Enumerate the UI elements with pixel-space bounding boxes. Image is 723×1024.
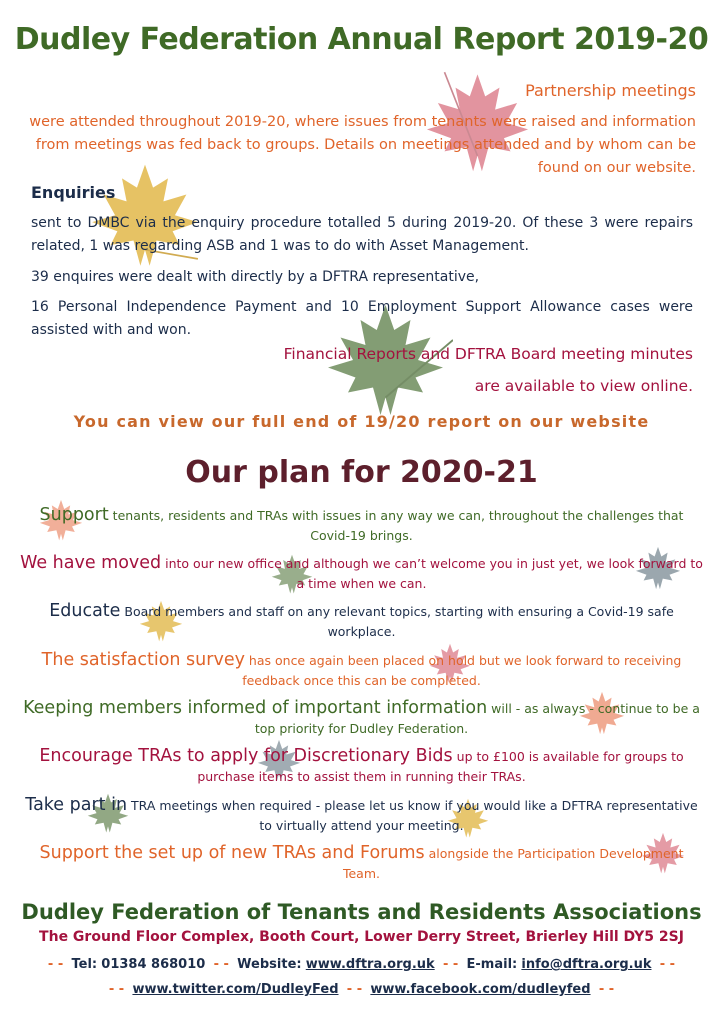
plan-item-text: alongside the Participation Development Team. — [342, 846, 684, 881]
partnership-heading: Partnership meetings — [525, 81, 696, 100]
plan-title: Our plan for 2020-21 — [185, 455, 538, 490]
divider-dashes: - - — [346, 982, 363, 997]
plan-item-heading: Take part in — [25, 795, 128, 815]
footer-org-name: Dudley Federation of Tenants and Residents Associations — [21, 900, 702, 924]
partnership-text — [28, 111, 696, 180]
plan-item — [20, 795, 703, 835]
tel-label: Tel: — [71, 957, 98, 972]
plan-item-text: tenants, residents and TRAs with issues in any way we can, throughout the challenges that Covid-19 brings. — [108, 508, 684, 543]
email-link[interactable]: info@dftra.org.uk — [521, 957, 652, 972]
partnership-line-1: were attended throughout 2019-20, where issues from tenants were raised and information — [29, 114, 696, 130]
plan-item-text: has once again been placed on hold but we look forward to receiving feedback once this can be completed. — [242, 653, 682, 688]
enquiries-para-1: sent to DMBC via the enquiry procedure totalled 5 during 2019-20. Of these 3 were repairs related, 1 was regarding ASB and 1 was to do with Asset Management. — [31, 215, 693, 254]
plan-item — [20, 505, 703, 545]
plan-item-heading: Educate — [49, 601, 121, 621]
plan-item — [20, 843, 703, 883]
partnership-line-3: found on our website. — [537, 160, 696, 176]
plan-item — [20, 746, 703, 786]
plan-item — [20, 553, 703, 593]
plan-item-heading: The satisfaction survey — [41, 650, 245, 670]
email-label: E-mail: — [466, 957, 518, 972]
website-link[interactable]: www.dftra.org.uk — [305, 957, 435, 972]
enquiries-para-2: 39 enquires were dealt with directly by a DFTRA representative, — [31, 269, 480, 285]
plan-item-text: into our new office and although we can’t welcome you in just yet, we look forward to a time when we can. — [161, 556, 703, 591]
partnership-line-2: from meetings was fed back to groups. Details on meetings attended and by whom can be — [35, 137, 696, 153]
financial-line-2: are available to view online. — [474, 377, 693, 395]
plan-item-text: will - as always - continue to be a top priority for Dudley Federation. — [254, 701, 700, 736]
plan-item — [20, 601, 703, 641]
plan-item-heading: Keeping members informed of important information — [23, 698, 488, 718]
twitter-link[interactable]: www.twitter.com/DudleyFed — [132, 982, 339, 997]
financial-line-1: Financial Reports and DFTRA Board meeting minutes — [283, 345, 693, 363]
website-label: Website: — [237, 957, 302, 972]
plan-item-heading: Support the set up of new TRAs and Forums — [39, 843, 425, 863]
plan-item-heading: Support — [39, 505, 109, 525]
plan-item-text: up to £100 is available for groups to purchase items to assist them in running their TRAs. — [197, 749, 684, 784]
divider-dashes: - - — [659, 957, 676, 972]
plan-item-text: Board members and staff on any relevant topics, starting with ensuring a Covid-19 safe workplace. — [120, 604, 674, 639]
plan-item — [20, 698, 703, 738]
footer-address: The Ground Floor Complex, Booth Court, Lower Derry Street, Brierley Hill DY5 2SJ — [39, 929, 684, 945]
plan-item — [20, 650, 703, 690]
tel-number: 01384 868010 — [101, 957, 206, 972]
plan-item-heading: We have moved — [20, 553, 162, 573]
divider-dashes: - - — [598, 982, 615, 997]
enquiries-para-3: 16 Personal Independence Payment and 10 Employment Support Allowance cases were assisted with and won. — [31, 299, 693, 338]
divider-dashes: - - — [442, 957, 459, 972]
footer-contact-line — [0, 957, 723, 972]
divider-dashes: - - — [47, 957, 64, 972]
full-report-note: You can view our full end of 19/20 report on our website — [73, 412, 650, 431]
page-title: Dudley Federation Annual Report 2019-20 — [14, 22, 709, 57]
plan-item-text: TRA meetings when required - please let us know if you would like a DFTRA representative to virtually attend your meeting. — [127, 798, 698, 833]
divider-dashes: - - — [213, 957, 229, 972]
facebook-link[interactable]: www.facebook.com/dudleyfed — [370, 982, 591, 997]
footer-social-line — [0, 982, 723, 997]
divider-dashes: - - — [108, 982, 125, 997]
plan-item-heading: Encourage TRAs to apply for Discretionary Bids — [39, 746, 453, 766]
enquiries-heading: Enquiries — [31, 183, 116, 202]
